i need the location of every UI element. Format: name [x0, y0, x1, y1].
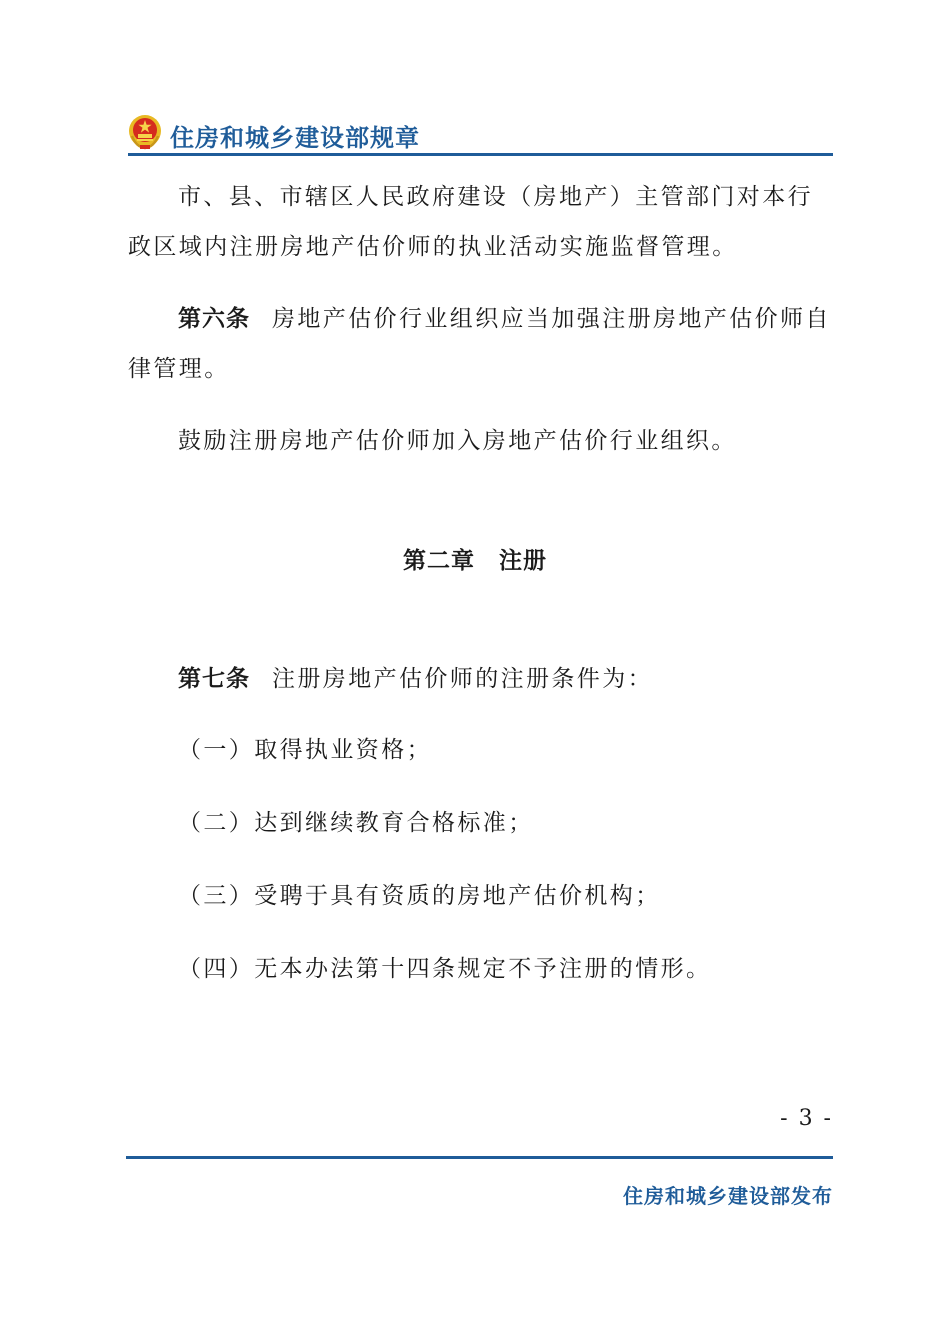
list-item-text: （四）无本办法第十四条规定不予注册的情形。: [178, 956, 712, 982]
paragraph-text: 市、县、市辖区人民政府建设（房地产）主管部门对本行政区域内注册房地产估价师的执业活动实施监督管理。: [128, 184, 813, 260]
header-title: 住房和城乡建设部规章: [170, 124, 420, 152]
chapter-title: 注册: [499, 548, 547, 574]
article-7: [128, 654, 833, 704]
page-header: [128, 112, 833, 156]
footer-divider: [126, 1156, 833, 1159]
paragraph-encourage: [128, 416, 833, 466]
list-item-text: （二）达到继续教育合格标准；: [178, 810, 534, 836]
chapter-heading: [0, 542, 950, 575]
list-item: [128, 725, 833, 775]
list-item-text: （一）取得执业资格；: [178, 737, 432, 763]
article-text: 房地产估价行业组织应当加强注册房地产估价师自律管理。: [128, 306, 831, 382]
paragraph-text: 鼓励注册房地产估价师加入房地产估价行业组织。: [178, 428, 737, 454]
list-item-text: （三）受聘于具有资质的房地产估价机构；: [178, 883, 661, 909]
national-emblem-icon: [128, 114, 162, 150]
header-divider: [128, 153, 833, 156]
article-number: 第七条: [178, 666, 250, 692]
list-item: [128, 871, 833, 921]
article-6: [128, 294, 833, 394]
list-item: [128, 798, 833, 848]
article-number: 第六条: [178, 306, 250, 332]
page-number: - 3 -: [780, 1106, 833, 1131]
list-item: [128, 944, 833, 994]
paragraph-continued: [128, 172, 833, 272]
footer-publisher: 住房和城乡建设部发布: [623, 1184, 833, 1208]
chapter-number: 第二章: [403, 548, 475, 574]
article-text: 注册房地产估价师的注册条件为：: [272, 666, 653, 692]
